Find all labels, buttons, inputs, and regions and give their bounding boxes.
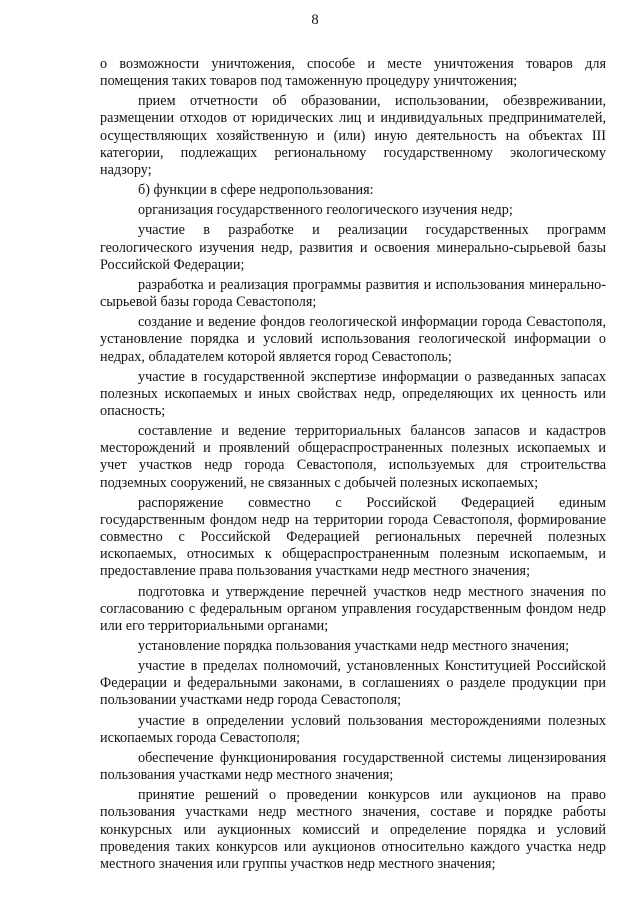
paragraph-15: обеспечение функционирования государственной системы лицензирования пользования участками недр местного значения; bbox=[100, 749, 606, 784]
document-body bbox=[100, 56, 606, 876]
paragraph-14: участие в определении условий пользования месторождениями полезных ископаемых города Севастополя; bbox=[100, 712, 606, 746]
paragraph-7: создание и ведение фондов геологической информации города Севастополя, установление порядка и условий использования геологической информации о недрах, обладателем которой является город Севастополь; bbox=[100, 314, 606, 365]
paragraph-5: участие в разработке и реализации государственных программ геологического изучения недр, развития и освоения минерально-сырьевой базы Российской Федерации; bbox=[100, 222, 606, 273]
paragraph-10: распоряжение совместно с Российской Федерацией единым государственным фондом недр на территории города Севастополя, формирование совместно с Российской Федерацией региональных перечней полезных ископаемых, относимых к общераспространенным полезным ископаемым, и предоставление права пользования участками недр местного значения; bbox=[100, 494, 606, 580]
paragraph-9: составление и ведение территориальных балансов запасов и кадастров месторождений и проявлений общераспространенных полезных ископаемых и учет участков недр города Севастополя, используемых для строительства подземных сооружений, не связанных с добычей полезных ископаемых; bbox=[100, 423, 606, 491]
paragraph-3: б) функции в сфере недропользования: bbox=[138, 182, 374, 199]
paragraph-1: о возможности уничтожения, способе и месте уничтожения товаров для помещения таких товаров под таможенную процедуру уничтожения; bbox=[100, 56, 606, 90]
paragraph-6: разработка и реализация программы развития и использования минерально-сырьевой базы города Севастополя; bbox=[100, 276, 606, 311]
paragraph-12: установление порядка пользования участками недр местного значения; bbox=[138, 638, 570, 654]
paragraph-16: принятие решений о проведении конкурсов или аукционов на право пользования участками недр местного значения, составе и порядке работы конкурсных или аукционных комиссий и определение порядка и условий проведения таких конкурсов или аукционов относительно каждого участка недр местного значения или группы участков недр местного значения; bbox=[100, 787, 606, 872]
paragraph-11: подготовка и утверждение перечней участков недр местного значения по согласованию с федеральным органом управления государственным фондом недр или его территориальными органами; bbox=[100, 583, 606, 634]
paragraph-13: участие в пределах полномочий, установленных Конституцией Российской Федерации и федеральными законами, в соглашениях о разделе продукции при пользовании участками недр города Севастополя; bbox=[100, 658, 606, 709]
paragraph-2: прием отчетности об образовании, использовании, обезвреживании, размещении отходов от юридических лиц и индивидуальных предпринимателей, осуществляющих хозяйственную и (или) иную деятельность на объектах III категории, подлежащих региональному государственному экологическому надзору; bbox=[100, 93, 606, 178]
paragraph-4: организация государственного геологического изучения недр; bbox=[138, 202, 513, 219]
paragraph-8: участие в государственной экспертизе информации о разведанных запасах полезных ископаемых и иных свойствах недр, определяющих их ценность или опасность; bbox=[100, 368, 606, 419]
page-number: 8 bbox=[311, 12, 319, 28]
